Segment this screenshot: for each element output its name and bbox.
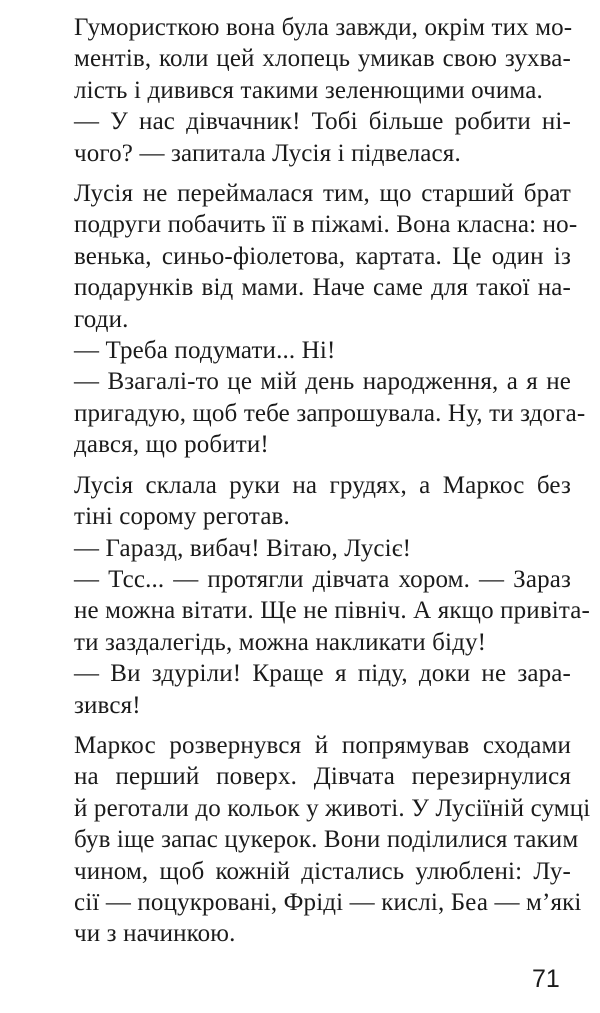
page-number: 71 [532,965,560,993]
text-line: — Тсс... — протягли дівчата хором. — Зараз [74,565,571,593]
text-line: сії — поцукровані, Фріді — кислі, Беа — м’які [74,888,582,916]
paragraph [74,533,571,564]
text-line: венька, синьо-фіолетова, картата. Це один із [74,242,571,270]
text-line: — У нас дівчачник! Тобі більше робити ні- [74,108,571,136]
text-line: подарунків від мами. Наче саме для такої на- [74,274,571,302]
text-line: — Ви здуріли! Краще я піду, доки не зара- [74,660,571,688]
paragraph [74,366,586,460]
text-line: й реготали до кольок у животі. У Лусіїній сумці [74,794,591,822]
text-line: ти заздалегідь, можна накликати біду! [74,628,487,656]
text-line: не можна вітати. Ще не північ. А якщо привіта- [74,597,590,625]
paragraph [74,178,578,335]
text-line: — Гаразд, вибач! Вітаю, Лусіє! [74,534,412,562]
paragraph [74,730,591,950]
text-line: тіні сорому реготав. [74,503,290,531]
paragraph [74,658,571,721]
text-line: Лусія не переймалася тим, що старший брат [74,180,571,208]
text-line: був іще запас цукерок. Вони поділилися таким [74,826,579,854]
text-line: — Взагалі-то це мій день народження, а я не [74,368,571,396]
text-line: Маркос розвернувся й попрямував сходами [74,731,571,759]
text-line: подруги побачить її в піжамі. Вона класна: но- [74,211,578,239]
text-line: чином, щоб кожній дістались улюблені: Лу- [74,857,571,885]
text-line: Лусія склала руки на грудях, а Маркос без [74,471,571,499]
text-line: дався, що робити! [74,431,269,459]
text-line: чого? — запитала Лусія і підвелася. [74,139,461,167]
paragraph [74,106,571,169]
text-line: зився! [74,691,141,719]
body-text [74,12,591,950]
text-line: годи. [74,305,129,333]
paragraph [74,564,590,658]
text-line: Гумористкою вона була завжди, окрім тих мо- [74,14,573,41]
text-line: лість і дивився такими зеленющими очима. [74,76,543,104]
paragraph [74,470,571,533]
paragraph [74,12,571,106]
text-line: на перший поверх. Дівчата перезирнулися [74,763,571,791]
text-line: — Треба подумати... Ні! [74,337,336,365]
paragraph [74,335,571,366]
text-line: пригадую, щоб тебе запрошувала. Ну, ти здога- [74,399,586,427]
text-line: чи з начинкою. [74,920,236,948]
text-line: ментів, коли цей хлопець умикав свою зухва- [74,45,571,73]
